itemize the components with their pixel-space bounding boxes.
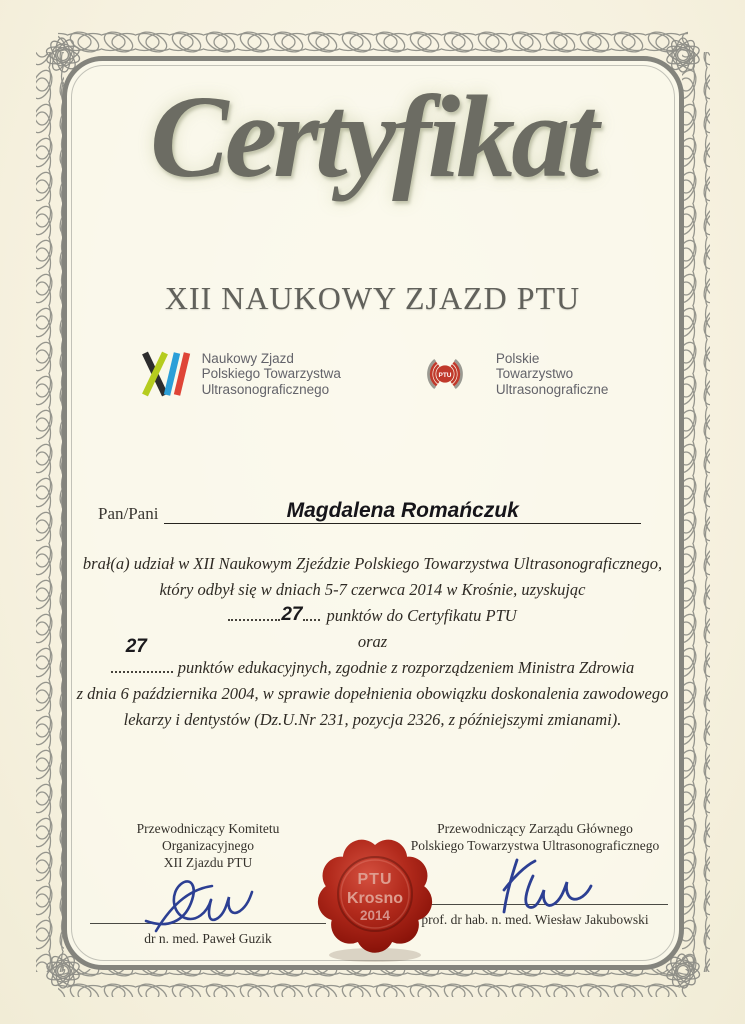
dotted-line	[228, 616, 280, 621]
left-role-line2: XII Zjazdu PTU	[163, 855, 253, 870]
body-line-3	[70, 603, 675, 629]
seal-line3: 2014	[359, 908, 391, 923]
edu-points-slot	[111, 636, 173, 681]
ptu-logo-text	[496, 351, 609, 398]
right-signatory-name: prof. dr hab. n. med. Wiesław Jakubowski	[421, 912, 649, 927]
recipient-row	[98, 486, 641, 524]
seal-line1: PTU	[357, 871, 393, 888]
body-line-2: który odbył się w dniach 5-7 czerwca 2014 w Krośnie, uzyskując	[159, 580, 586, 599]
body-line-6: z dnia 6 października 2004, w sprawie dopełnienia obowiązku doskonalenia zawodowego	[76, 684, 669, 703]
recipient-name: Magdalena Romańczuk	[286, 499, 519, 522]
ptu-badge-text: PTU	[438, 372, 452, 379]
congress-logo-line2: Polskiego Towarzystwa	[201, 366, 341, 382]
congress-subtitle: XII NAUKOWY ZJAZD PTU	[164, 280, 581, 316]
left-signatory-name: dr n. med. Paweł Guzik	[144, 931, 272, 946]
logos-row	[64, 346, 681, 402]
recipient-underline	[164, 499, 641, 524]
congress-logo-line3: Ultrasonograficznego	[201, 381, 330, 397]
recipient-label: Pan/Pani	[98, 504, 159, 523]
certificate-body	[70, 551, 675, 733]
ptu-points-label: punktów do Certyfikatu PTU	[326, 606, 517, 625]
certificate-title: Certyfikat	[149, 71, 596, 202]
wax-seal	[314, 831, 436, 965]
signature-block-left	[90, 820, 326, 947]
ptu-logo-line1: Polskie	[495, 350, 540, 366]
left-role-line1: Przewodniczący Komitetu Organizacyjnego	[136, 821, 280, 853]
right-role-line2: Polskiego Towarzystwa Ultrasonograficznego	[410, 838, 660, 853]
right-role-line1: Przewodniczący Zarządu Głównego	[437, 821, 633, 836]
congress-logo-line1: Naukowy Zjazd	[201, 350, 294, 366]
congress-logo-text	[202, 351, 341, 398]
sound-waves-icon	[405, 346, 485, 402]
body-line-7: lekarzy i dentystów (Dz.U.Nr 231, pozycja 2326, z późniejszymi zmianami).	[123, 710, 622, 729]
edu-points-value: 27	[125, 636, 147, 657]
ptu-logo-line2: Towarzystwo	[495, 366, 574, 382]
xii-stripes-icon	[137, 348, 191, 400]
right-signature-scribble	[465, 856, 605, 916]
body-conjunction: oraz	[357, 632, 388, 651]
seal-line2: Krosno	[347, 890, 403, 907]
dotted-line	[111, 668, 173, 673]
ptu-points-value: 27	[281, 604, 303, 625]
congress-logo	[137, 346, 341, 402]
body-line-1: brał(a) udział w XII Naukowym Zjeździe Polskiego Towarzystwa Ultrasonograficznego,	[82, 554, 663, 573]
edu-points-label: punktów edukacyjnych, zgodnie z rozporządzeniem Ministra Zdrowia	[177, 658, 635, 677]
ptu-society-logo	[405, 346, 609, 402]
left-signature-scribble	[128, 873, 288, 935]
left-signature-line	[90, 923, 326, 924]
dotted-line	[303, 616, 320, 621]
ptu-logo-line3: Ultrasonograficzne	[495, 381, 609, 397]
signature-block-right	[402, 820, 668, 928]
